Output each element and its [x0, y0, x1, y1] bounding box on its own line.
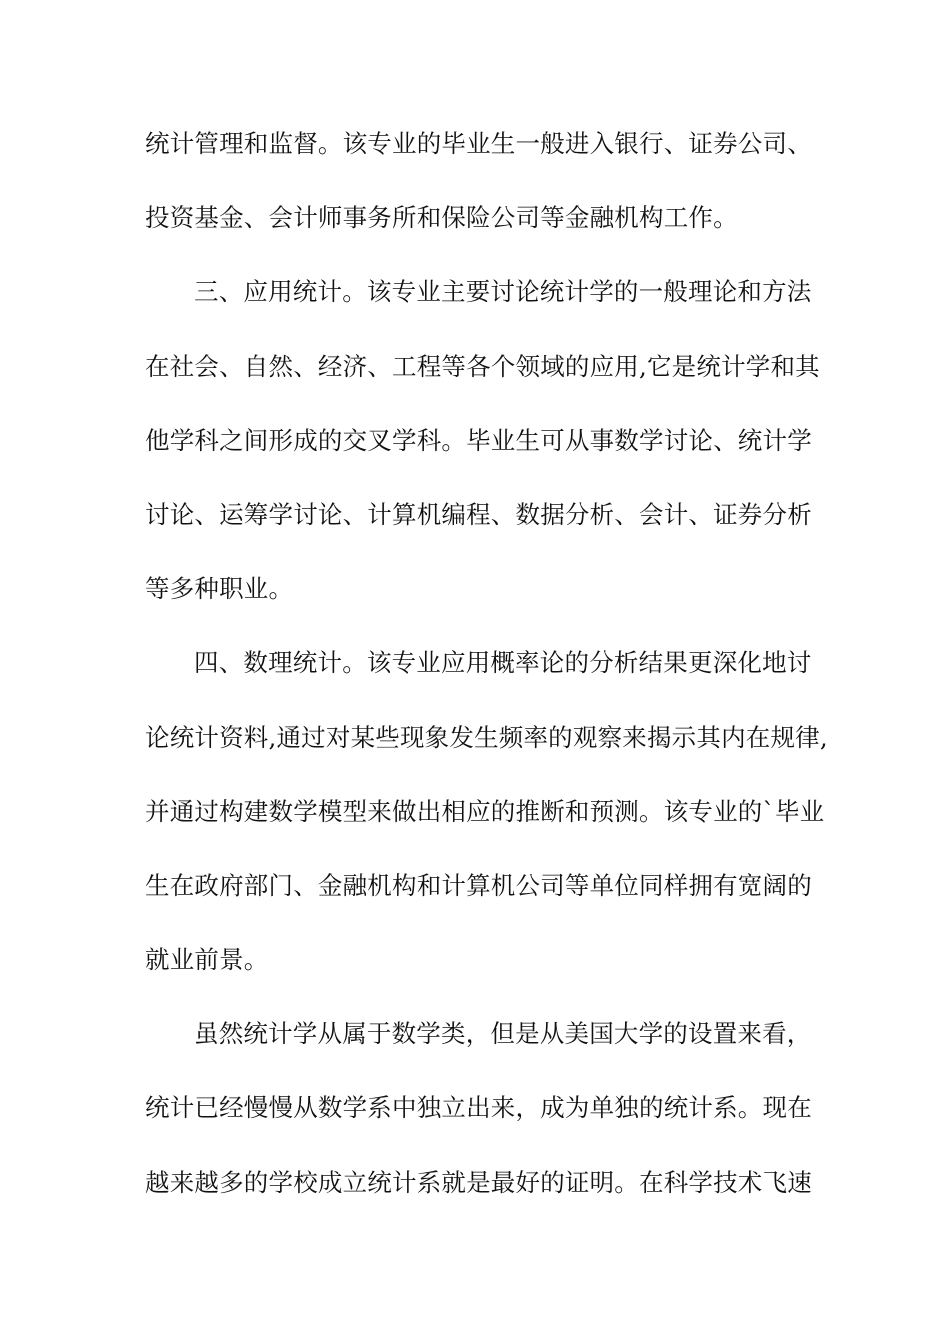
paragraph-first-line: 虽然统计学从属于数学类，但是从美国大学的设置来看， — [194, 1019, 812, 1049]
text-line: 越来越多的学校成立统计系就是最好的证明。在科学技术飞速 — [145, 1167, 812, 1197]
paragraph-first-line: 四、数理统计。该专业应用概率论的分析结果更深化地讨 — [194, 648, 812, 678]
text-line: 讨论、运筹学讨论、计算机编程、数据分析、会计、证券分析 — [145, 499, 812, 529]
text-line: 等多种职业。 — [145, 574, 294, 604]
text-line: 投资基金、会计师事务所和保险公司等金融机构工作。 — [145, 203, 738, 233]
text-line: 统计已经慢慢从数学系中独立出来，成为单独的统计系。现在 — [145, 1093, 812, 1123]
text-line: 他学科之间形成的交叉学科。毕业生可从事数学讨论、统计学 — [145, 425, 812, 455]
text-line: 在社会、自然、经济、工程等各个领域的应用,它是统计学和其 — [145, 351, 820, 381]
text-line: 统计管理和监督。该专业的毕业生一般进入银行、证券公司、 — [145, 129, 812, 158]
text-line: 就业前景。 — [145, 945, 269, 975]
paragraph-first-line: 三、应用统计。该专业主要讨论统计学的一般理论和方法 — [194, 277, 812, 307]
document-body — [145, 124, 828, 1237]
text-line: 并通过构建数学模型来做出相应的推断和预测。该专业的`毕业 — [145, 796, 825, 826]
text-line: 生在政府部门、金融机构和计算机公司等单位同样拥有宽阔的 — [145, 870, 812, 900]
text-line: 论统计资料,通过对某些现象发生频率的观察来揭示其内在规律, — [145, 722, 828, 752]
